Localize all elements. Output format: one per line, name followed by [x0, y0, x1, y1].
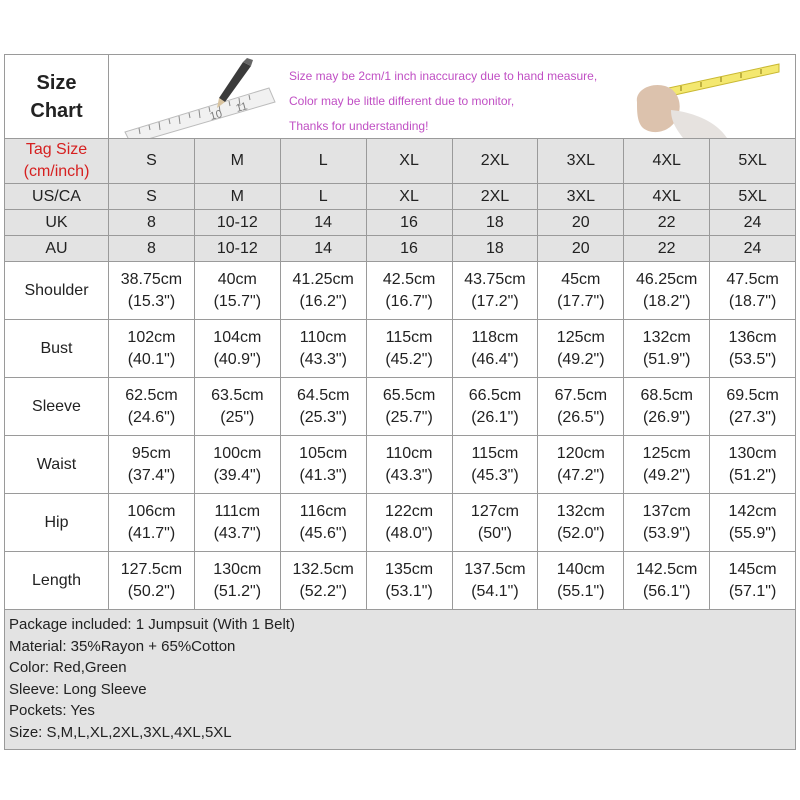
measure-cell	[710, 320, 796, 378]
measure-cell	[194, 320, 280, 378]
inch-value: (17.7")	[557, 292, 605, 310]
measure-cell	[710, 494, 796, 552]
measure-cell	[109, 262, 195, 320]
inch-value: (40.9")	[213, 350, 262, 368]
cm-value: 102cm	[127, 328, 176, 346]
inch-value: (45.6")	[299, 524, 347, 542]
measure-cell	[194, 436, 280, 494]
size-chart-table	[4, 54, 796, 750]
size-row-uk	[5, 210, 796, 236]
measure-cell	[194, 552, 280, 610]
inch-value: (54.1")	[471, 582, 519, 600]
measure-cell	[624, 436, 710, 494]
tag-size-cell: 2XL	[452, 139, 538, 184]
measure-cell	[452, 552, 538, 610]
au-size-cell: 8	[109, 236, 195, 262]
inch-value: (37.4")	[127, 466, 176, 484]
cm-value: 69.5cm	[726, 386, 779, 404]
inch-value: (52.0")	[557, 524, 605, 542]
cm-value: 130cm	[213, 560, 262, 578]
inch-value: (45.2")	[385, 350, 433, 368]
measure-cell	[538, 320, 624, 378]
info-sleeve: Sleeve: Long Sleeve	[9, 680, 147, 698]
measure-row-hip	[5, 494, 796, 552]
cm-value: 137.5cm	[464, 560, 526, 578]
cm-value: 111cm	[214, 502, 261, 520]
measure-cell	[624, 262, 710, 320]
cm-value: 66.5cm	[468, 386, 522, 404]
measure-cell	[280, 494, 366, 552]
cm-value: 137cm	[642, 502, 691, 520]
info-pockets: Pockets: Yes	[9, 702, 95, 719]
tag-size-cell: L	[280, 139, 366, 184]
measure-row-waist	[5, 436, 796, 494]
ruler-pencil-icon	[119, 58, 279, 138]
cm-value: 45cm	[561, 270, 601, 288]
cm-value: 125cm	[556, 328, 605, 346]
uk-size-cell: 20	[538, 210, 624, 236]
row-label-au: AU	[5, 236, 109, 262]
cm-value: 127cm	[470, 502, 519, 520]
inch-value: (40.1")	[127, 350, 176, 368]
size-row-tag	[5, 139, 796, 184]
row-label-tag-size: Tag Size (cm/inch)	[5, 139, 109, 184]
measure-cell	[452, 494, 538, 552]
inch-value: (56.1")	[642, 582, 691, 600]
cm-value: 41.25cm	[292, 270, 354, 288]
inch-value: (51.2")	[213, 582, 262, 600]
title-line-2: Chart	[30, 99, 83, 122]
measure-cell	[194, 378, 280, 436]
header-row	[5, 55, 796, 139]
measure-cell	[452, 262, 538, 320]
cm-value: 135cm	[385, 560, 434, 578]
inch-value: (57.1")	[728, 582, 777, 600]
measure-row-length	[5, 552, 796, 610]
cm-value: 104cm	[213, 328, 262, 346]
usca-size-cell: M	[194, 184, 280, 210]
inch-value: (49.2")	[557, 350, 605, 368]
au-size-cell: 10-12	[194, 236, 280, 262]
usca-size-cell: 4XL	[624, 184, 710, 210]
measure-cell	[194, 262, 280, 320]
measure-cell	[710, 262, 796, 320]
cm-value: 120cm	[556, 444, 605, 462]
row-label-length: Length	[5, 552, 109, 610]
size-row-au	[5, 236, 796, 262]
cm-value: 105cm	[299, 444, 348, 462]
cm-value: 95cm	[131, 444, 171, 462]
usca-size-cell: 3XL	[538, 184, 624, 210]
measure-cell	[280, 436, 366, 494]
inch-value: (41.7")	[127, 524, 176, 542]
cm-value: 122cm	[385, 502, 434, 520]
product-info-cell	[5, 610, 796, 750]
tag-size-cell: 3XL	[538, 139, 624, 184]
inch-value: (25.7")	[385, 408, 433, 426]
info-material: Material: 35%Rayon + 65%Cotton	[9, 637, 236, 655]
inch-value: (26.9")	[642, 408, 691, 426]
cm-value: 132cm	[642, 328, 691, 346]
inch-value: (43.3")	[385, 466, 433, 484]
cm-value: 106cm	[127, 502, 176, 520]
cm-value: 125cm	[642, 444, 691, 462]
cm-value: 68.5cm	[640, 386, 693, 404]
measure-cell	[624, 552, 710, 610]
note-line-1: Size may be 2cm/1 inch inaccuracy due to hand measure,	[289, 68, 598, 83]
inch-value: (43.7")	[213, 524, 262, 542]
measure-cell	[624, 378, 710, 436]
usca-size-cell: L	[280, 184, 366, 210]
cm-value: 67.5cm	[554, 386, 608, 404]
measure-cell	[280, 552, 366, 610]
measure-cell	[452, 378, 538, 436]
row-label-waist: Waist	[5, 436, 109, 494]
cm-value: 65.5cm	[382, 386, 436, 404]
uk-size-cell: 24	[710, 210, 796, 236]
measure-cell	[366, 494, 452, 552]
measure-cell	[366, 320, 452, 378]
measure-cell	[710, 378, 796, 436]
au-size-cell: 14	[280, 236, 366, 262]
cm-value: 47.5cm	[726, 270, 779, 288]
row-label-uk: UK	[5, 210, 109, 236]
measure-row-sleeve	[5, 378, 796, 436]
measure-cell	[366, 436, 452, 494]
measure-cell	[280, 262, 366, 320]
au-size-cell: 20	[538, 236, 624, 262]
ruler-number-10: 10	[208, 107, 224, 123]
inch-value: (51.2")	[728, 466, 777, 484]
au-size-cell: 18	[452, 236, 538, 262]
note-line-3: Thanks for understanding!	[289, 118, 429, 133]
row-label-shoulder: Shoulder	[5, 262, 109, 320]
measure-row-bust	[5, 320, 796, 378]
usca-size-cell: XL	[366, 184, 452, 210]
notice-cell	[109, 55, 796, 139]
measure-cell	[538, 494, 624, 552]
measure-cell	[366, 552, 452, 610]
cm-value: 132cm	[556, 502, 605, 520]
cm-value: 116cm	[299, 502, 347, 520]
size-row-usca	[5, 184, 796, 210]
uk-size-cell: 18	[452, 210, 538, 236]
measure-cell	[624, 320, 710, 378]
measure-cell	[280, 378, 366, 436]
measure-cell	[538, 436, 624, 494]
inch-value: (55.1")	[557, 582, 605, 600]
row-label-hip: Hip	[5, 494, 109, 552]
info-package: Package included: 1 Jumpsuit (With 1 Belt)	[9, 616, 295, 633]
cm-value: 132.5cm	[292, 560, 354, 578]
uk-size-cell: 10-12	[194, 210, 280, 236]
cm-value: 127.5cm	[120, 560, 183, 578]
cm-value: 140cm	[556, 560, 605, 578]
row-label-sleeve: Sleeve	[5, 378, 109, 436]
tag-size-cell: XL	[366, 139, 452, 184]
au-size-cell: 24	[710, 236, 796, 262]
title-line-1: Size	[36, 71, 77, 94]
inch-value: (24.6")	[127, 408, 176, 426]
hand-tape-measure-icon	[631, 62, 781, 138]
inch-value: (26.5")	[557, 408, 605, 426]
inch-value: (15.7")	[213, 292, 262, 310]
note-line-2: Color may be little different due to monitor,	[289, 93, 515, 108]
measure-cell	[366, 378, 452, 436]
inch-value: (25")	[220, 408, 255, 426]
cm-value: 38.75cm	[120, 270, 183, 288]
cm-value: 100cm	[213, 444, 262, 462]
cm-value: 64.5cm	[296, 386, 350, 404]
cm-value: 115cm	[471, 444, 519, 462]
measure-cell	[109, 436, 195, 494]
cm-value: 130cm	[728, 444, 777, 462]
inch-value: (51.9")	[642, 350, 691, 368]
uk-size-cell: 16	[366, 210, 452, 236]
inch-value: (49.2")	[642, 466, 691, 484]
measure-cell	[109, 378, 195, 436]
inch-value: (18.7")	[728, 292, 777, 310]
measure-cell	[538, 552, 624, 610]
cm-value: 63.5cm	[211, 386, 264, 404]
cm-value: 40cm	[217, 270, 257, 288]
inch-value: (53.9")	[642, 524, 691, 542]
cm-value: 142.5cm	[636, 560, 698, 578]
au-size-cell: 22	[624, 236, 710, 262]
inch-value: (16.7")	[385, 292, 433, 310]
measure-cell	[710, 436, 796, 494]
inch-value: (25.3")	[299, 408, 347, 426]
au-size-cell: 16	[366, 236, 452, 262]
measure-cell	[109, 494, 195, 552]
uk-size-cell: 8	[109, 210, 195, 236]
row-label-usca: US/CA	[5, 184, 109, 210]
cm-value: 115cm	[385, 328, 433, 346]
measure-cell	[452, 436, 538, 494]
usca-size-cell: S	[109, 184, 195, 210]
cm-value: 110cm	[299, 328, 347, 346]
cm-value: 110cm	[385, 444, 433, 462]
inch-value: (26.1")	[471, 408, 519, 426]
notice-text	[289, 64, 597, 138]
inch-value: (55.9")	[728, 524, 777, 542]
inch-value: (15.3")	[127, 292, 176, 310]
measure-cell	[538, 262, 624, 320]
cm-value: 142cm	[728, 502, 777, 520]
measure-cell	[366, 262, 452, 320]
usca-size-cell: 2XL	[452, 184, 538, 210]
uk-size-cell: 14	[280, 210, 366, 236]
row-label-bust: Bust	[5, 320, 109, 378]
measure-cell	[280, 320, 366, 378]
measure-cell	[109, 552, 195, 610]
inch-value: (50")	[477, 524, 512, 542]
inch-value: (39.4")	[213, 466, 262, 484]
ruler-number-11: 11	[234, 99, 249, 115]
info-color: Color: Red,Green	[9, 659, 127, 676]
info-sizes: Size: S,M,L,XL,2XL,3XL,4XL,5XL	[9, 723, 232, 741]
inch-value: (53.5")	[728, 350, 777, 368]
cm-value: 62.5cm	[125, 386, 178, 404]
inch-value: (47.2")	[557, 466, 605, 484]
measure-cell	[538, 378, 624, 436]
product-info-row	[5, 610, 796, 750]
inch-value: (18.2")	[642, 292, 691, 310]
inch-value: (41.3")	[299, 466, 347, 484]
cm-value: 136cm	[728, 328, 777, 346]
measure-cell	[624, 494, 710, 552]
tag-size-cell: 5XL	[710, 139, 796, 184]
inch-value: (48.0")	[385, 524, 433, 542]
inch-value: (43.3")	[299, 350, 347, 368]
inch-value: (45.3")	[471, 466, 519, 484]
measure-row-shoulder	[5, 262, 796, 320]
inch-value: (50.2")	[127, 582, 176, 600]
measure-cell	[194, 494, 280, 552]
uk-size-cell: 22	[624, 210, 710, 236]
tag-size-cell: S	[109, 139, 195, 184]
measure-cell	[452, 320, 538, 378]
cm-value: 43.75cm	[464, 270, 526, 288]
inch-value: (46.4")	[471, 350, 519, 368]
cm-value: 46.25cm	[636, 270, 698, 288]
inch-value: (17.2")	[471, 292, 519, 310]
inch-value: (52.2")	[299, 582, 347, 600]
tag-size-cell: M	[194, 139, 280, 184]
measure-cell	[109, 320, 195, 378]
cm-value: 118cm	[471, 328, 519, 346]
inch-value: (27.3")	[728, 408, 777, 426]
measure-cell	[710, 552, 796, 610]
inch-value: (53.1")	[385, 582, 433, 600]
inch-value: (16.2")	[299, 292, 347, 310]
tag-size-cell: 4XL	[624, 139, 710, 184]
size-chart-title	[5, 55, 109, 139]
cm-value: 42.5cm	[382, 270, 436, 288]
cm-value: 145cm	[728, 560, 777, 578]
usca-size-cell: 5XL	[710, 184, 796, 210]
